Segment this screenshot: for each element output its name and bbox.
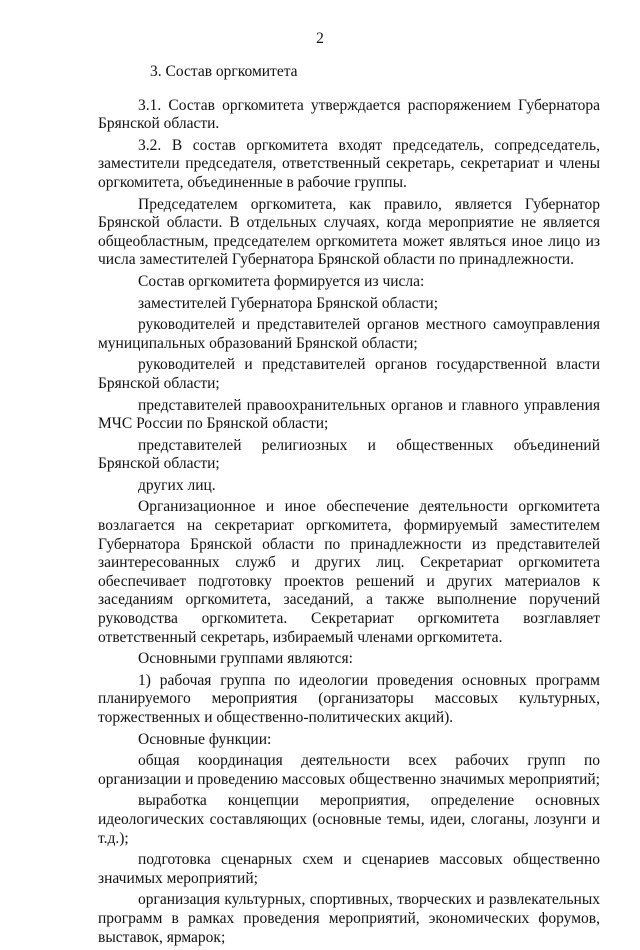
paragraph-secretariat: Организационное и иное обеспечение деятельности оргкомитета возлагается на секретариат оргкомитета, формируемый заместителем Губернатора Брянской области по принадлежности из представителей заинтересованных служб и других лиц. Секретариат оргкомитета обеспечивает подготовку проектов решений и других материалов к заседаниям оргкомитета, заседаний, а также выполнение поручений руководства оргкомитета. Секретариат оргкомитета возглавляет ответственный секретарь, избираемый членами оргкомитета. xyxy=(98,498,600,646)
page-number: 2 xyxy=(316,30,324,47)
paragraph-main-functions: Основные функции: xyxy=(138,730,272,748)
paragraph-composition-intro: Состав оргкомитета формируется из числа: xyxy=(138,272,425,290)
paragraph-3-2: 3.2. В состав оргкомитета входят председатель, сопредседатель, заместители председателя, ответственный секретарь, секретариат и члены оргкомитета, объединенные в рабочие группы. xyxy=(98,136,600,191)
paragraph-main-groups: Основными группами являются: xyxy=(138,650,353,668)
list-item-law-enforcement: представителей правоохранительных органов и главного управления МЧС России по Брянской области; xyxy=(98,396,600,433)
function-item-programs: организация культурных, спортивных, творческих и развлекательных программ в рамках проведения мероприятий, экономических форумов, выставок, ярмарок; xyxy=(98,891,600,946)
list-item-other-persons: других лиц. xyxy=(138,476,216,494)
paragraph-3-1: 3.1. Состав оргкомитета утверждается распоряжением Губернатора Брянской области. xyxy=(98,96,600,133)
document-body xyxy=(98,63,600,950)
list-item-local-government: руководителей и представителей органов местного самоуправления муниципальных образований Брянской области; xyxy=(98,316,600,352)
section-heading: 3. Состав оргкомитета xyxy=(150,63,298,80)
list-item-religious-public: представителей религиозных и общественных объединений Брянской области; xyxy=(98,436,600,473)
paragraph-chairman: Председателем оргкомитета, как правило, является Губернатор Брянской области. В отдельных случаях, когда мероприятие не является общеобластным, председателем оргкомитета может являться иное лицо из числа заместителей Губернатора Брянской области по принадлежности. xyxy=(98,195,600,269)
list-item-state-government: руководителей и представителей органов государственной власти Брянской области; xyxy=(98,356,600,392)
function-item-concept: выработка концепции мероприятия, определение основных идеологических составляющих (основные темы, идеи, слоганы, лозунги и т.д.); xyxy=(98,792,600,847)
function-item-scenarios: подготовка сценарных схем и сценариев массовых общественно значимых мероприятий; xyxy=(98,851,600,887)
function-item-coordination: общая координация деятельности всех рабочих групп по организации и проведению массовых общественно значимых мероприятий; xyxy=(98,752,600,788)
list-item-deputies: заместителей Губернатора Брянской области; xyxy=(138,294,439,312)
paragraph-ideology-group: 1) рабочая группа по идеологии проведения основных программ планируемого мероприятия (организаторы массовых культурных, торжественных и общественно-политических акций). xyxy=(98,671,600,726)
